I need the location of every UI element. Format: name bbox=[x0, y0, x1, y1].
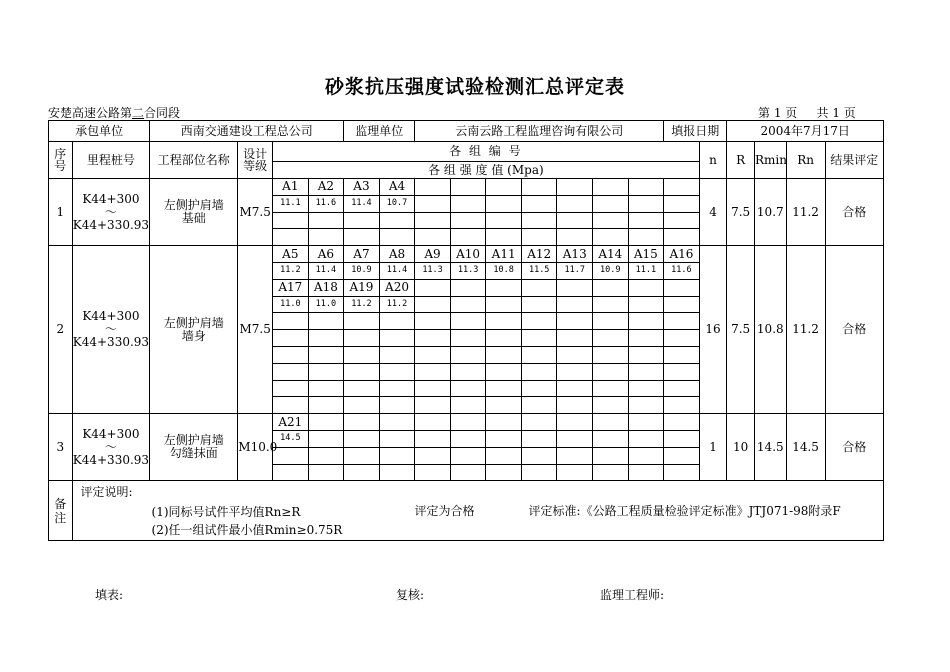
empty-cell bbox=[486, 447, 522, 464]
col-rmin-header: Rmin bbox=[754, 142, 786, 179]
col-part-header: 工程部位名称 bbox=[150, 142, 238, 179]
empty-cell bbox=[557, 229, 593, 246]
row-seq: 1 bbox=[49, 179, 73, 246]
empty-cell bbox=[344, 212, 380, 229]
row-result: 合格 bbox=[825, 179, 883, 246]
empty-cell bbox=[664, 330, 700, 347]
station-start: K44+300 bbox=[82, 426, 140, 441]
empty-cell bbox=[486, 179, 522, 196]
empty-cell bbox=[664, 296, 700, 313]
empty-cell bbox=[486, 380, 522, 397]
empty-cell bbox=[415, 430, 451, 447]
empty-cell bbox=[450, 380, 486, 397]
row-rmin: 10.8 bbox=[754, 246, 786, 414]
empty-cell bbox=[344, 397, 380, 414]
empty-cell bbox=[415, 229, 451, 246]
empty-cell bbox=[486, 464, 522, 481]
empty-cell bbox=[415, 464, 451, 481]
empty-cell bbox=[450, 229, 486, 246]
empty-cell bbox=[521, 447, 557, 464]
empty-cell bbox=[628, 430, 664, 447]
strength-value-cell: 11.6 bbox=[308, 195, 344, 212]
empty-cell bbox=[521, 380, 557, 397]
empty-cell bbox=[521, 212, 557, 229]
station-tilde: ～ bbox=[104, 322, 117, 337]
empty-cell bbox=[628, 464, 664, 481]
strength-value-cell: 11.7 bbox=[557, 262, 593, 279]
remarks-rule-2: (2)任一组试件最小值Rmin≥0.75R bbox=[151, 523, 343, 538]
row-rn: 11.2 bbox=[786, 246, 825, 414]
empty-cell bbox=[557, 414, 593, 431]
empty-cell bbox=[308, 229, 344, 246]
page-info bbox=[758, 104, 860, 121]
empty-cell bbox=[593, 195, 629, 212]
row-rmin: 14.5 bbox=[754, 414, 786, 481]
empty-cell bbox=[557, 179, 593, 196]
row-part: 左侧护肩墙墙身 bbox=[150, 246, 238, 414]
group-id-cell: A12 bbox=[521, 246, 557, 263]
remarks-label: 备注 bbox=[49, 481, 73, 541]
row-seq: 3 bbox=[49, 414, 73, 481]
empty-cell bbox=[664, 279, 700, 296]
empty-cell bbox=[273, 447, 309, 464]
empty-cell bbox=[273, 380, 309, 397]
engineer-label: 监理工程师: bbox=[600, 588, 665, 602]
empty-cell bbox=[486, 330, 522, 347]
empty-cell bbox=[628, 229, 664, 246]
empty-cell bbox=[415, 330, 451, 347]
empty-cell bbox=[593, 346, 629, 363]
group-id-cell: A8 bbox=[379, 246, 415, 263]
strength-value-cell: 11.2 bbox=[344, 296, 380, 313]
strength-value-cell: 10.8 bbox=[486, 262, 522, 279]
strength-value-cell: 14.5 bbox=[273, 430, 309, 447]
row-r: 7.5 bbox=[727, 246, 755, 414]
strength-value-cell: 11.2 bbox=[273, 262, 309, 279]
group-id-cell: A10 bbox=[450, 246, 486, 263]
empty-cell bbox=[521, 313, 557, 330]
empty-cell bbox=[557, 380, 593, 397]
supervisor-label: 监理单位 bbox=[344, 121, 415, 142]
empty-cell bbox=[415, 363, 451, 380]
empty-cell bbox=[415, 447, 451, 464]
empty-cell bbox=[379, 212, 415, 229]
contractor-value: 西南交通建设工程总公司 bbox=[150, 121, 344, 142]
empty-cell bbox=[308, 430, 344, 447]
empty-cell bbox=[415, 313, 451, 330]
empty-cell bbox=[593, 179, 629, 196]
empty-cell bbox=[450, 279, 486, 296]
empty-cell bbox=[557, 296, 593, 313]
empty-cell bbox=[450, 447, 486, 464]
date-label: 填报日期 bbox=[664, 121, 727, 142]
strength-value-cell: 11.2 bbox=[379, 296, 415, 313]
strength-value-cell: 11.6 bbox=[664, 262, 700, 279]
empty-cell bbox=[593, 212, 629, 229]
strength-value-cell: 11.3 bbox=[415, 262, 451, 279]
supervisor-value: 云南云路工程监理咨询有限公司 bbox=[415, 121, 664, 142]
group-id-cell: A2 bbox=[308, 179, 344, 196]
empty-cell bbox=[308, 346, 344, 363]
group-id-cell: A3 bbox=[344, 179, 380, 196]
group-id-cell: A14 bbox=[593, 246, 629, 263]
empty-cell bbox=[486, 195, 522, 212]
empty-cell bbox=[308, 447, 344, 464]
empty-cell bbox=[308, 313, 344, 330]
empty-cell bbox=[344, 229, 380, 246]
station-tilde: ～ bbox=[104, 439, 117, 454]
empty-cell bbox=[273, 464, 309, 481]
empty-cell bbox=[486, 313, 522, 330]
empty-cell bbox=[486, 212, 522, 229]
empty-cell bbox=[557, 330, 593, 347]
empty-cell bbox=[486, 229, 522, 246]
empty-cell bbox=[664, 346, 700, 363]
empty-cell bbox=[664, 447, 700, 464]
row-station bbox=[72, 414, 150, 481]
empty-cell bbox=[379, 346, 415, 363]
empty-cell bbox=[664, 212, 700, 229]
empty-cell bbox=[486, 279, 522, 296]
group-id-cell: A20 bbox=[379, 279, 415, 296]
empty-cell bbox=[557, 397, 593, 414]
empty-cell bbox=[593, 397, 629, 414]
empty-cell bbox=[450, 179, 486, 196]
empty-cell bbox=[664, 313, 700, 330]
empty-cell bbox=[521, 229, 557, 246]
empty-cell bbox=[664, 179, 700, 196]
station-start: K44+300 bbox=[82, 309, 140, 324]
group-id-cell: A21 bbox=[273, 414, 309, 431]
empty-cell bbox=[628, 397, 664, 414]
empty-cell bbox=[450, 414, 486, 431]
row-station bbox=[72, 246, 150, 414]
empty-cell bbox=[344, 464, 380, 481]
page-title: 砂浆抗压强度试验检测汇总评定表 bbox=[324, 76, 625, 98]
group-id-cell: A5 bbox=[273, 246, 309, 263]
row-n: 1 bbox=[699, 414, 727, 481]
empty-cell bbox=[486, 414, 522, 431]
empty-cell bbox=[450, 296, 486, 313]
empty-cell bbox=[628, 179, 664, 196]
empty-cell bbox=[273, 330, 309, 347]
strength-header: 各 组 强 度 值 (Mpa) bbox=[273, 162, 700, 179]
row-station bbox=[72, 179, 150, 246]
strength-value-cell: 11.4 bbox=[344, 195, 380, 212]
empty-cell bbox=[557, 346, 593, 363]
empty-cell bbox=[664, 380, 700, 397]
remarks-standard: 评定标准:《公路工程质量检验评定标准》JTJ071-98附录F bbox=[528, 504, 841, 519]
row-n: 4 bbox=[699, 179, 727, 246]
empty-cell bbox=[273, 363, 309, 380]
remarks-conclusion: 评定为合格 bbox=[414, 504, 475, 519]
empty-cell bbox=[273, 313, 309, 330]
empty-cell bbox=[273, 397, 309, 414]
empty-cell bbox=[415, 380, 451, 397]
col-n-header: n bbox=[699, 142, 727, 179]
row-grade: M10.0 bbox=[238, 414, 273, 481]
col-r-header: R bbox=[727, 142, 755, 179]
empty-cell bbox=[664, 363, 700, 380]
project-line bbox=[48, 104, 180, 121]
strength-value-cell: 11.0 bbox=[308, 296, 344, 313]
empty-cell bbox=[593, 464, 629, 481]
filled-by-label: 填表: bbox=[95, 588, 124, 602]
empty-cell bbox=[664, 195, 700, 212]
group-id-cell: A1 bbox=[273, 179, 309, 196]
empty-cell bbox=[379, 229, 415, 246]
empty-cell bbox=[415, 397, 451, 414]
empty-cell bbox=[628, 330, 664, 347]
empty-cell bbox=[344, 430, 380, 447]
empty-cell bbox=[344, 330, 380, 347]
empty-cell bbox=[593, 296, 629, 313]
empty-cell bbox=[593, 430, 629, 447]
col-seq-header: 序号 bbox=[49, 142, 73, 179]
empty-cell bbox=[593, 313, 629, 330]
row-grade: M7.5 bbox=[238, 246, 273, 414]
row-rmin: 10.7 bbox=[754, 179, 786, 246]
empty-cell bbox=[486, 397, 522, 414]
empty-cell bbox=[308, 464, 344, 481]
group-id-cell: A9 bbox=[415, 246, 451, 263]
empty-cell bbox=[379, 397, 415, 414]
empty-cell bbox=[521, 464, 557, 481]
empty-cell bbox=[308, 212, 344, 229]
empty-cell bbox=[450, 212, 486, 229]
empty-cell bbox=[344, 414, 380, 431]
row-part: 左侧护肩墙勾缝抹面 bbox=[150, 414, 238, 481]
empty-cell bbox=[521, 330, 557, 347]
empty-cell bbox=[344, 313, 380, 330]
group-id-cell: A19 bbox=[344, 279, 380, 296]
empty-cell bbox=[521, 363, 557, 380]
empty-cell bbox=[628, 313, 664, 330]
remarks-heading: 评定说明: bbox=[80, 485, 133, 500]
empty-cell bbox=[664, 229, 700, 246]
empty-cell bbox=[450, 464, 486, 481]
row-r: 7.5 bbox=[727, 179, 755, 246]
empty-cell bbox=[450, 397, 486, 414]
empty-cell bbox=[593, 279, 629, 296]
col-result-header: 结果评定 bbox=[825, 142, 883, 179]
empty-cell bbox=[593, 229, 629, 246]
empty-cell bbox=[557, 447, 593, 464]
empty-cell bbox=[521, 296, 557, 313]
empty-cell bbox=[521, 430, 557, 447]
group-id-cell: A11 bbox=[486, 246, 522, 263]
empty-cell bbox=[344, 346, 380, 363]
empty-cell bbox=[557, 313, 593, 330]
empty-cell bbox=[628, 296, 664, 313]
group-id-cell: A18 bbox=[308, 279, 344, 296]
strength-value-cell: 11.1 bbox=[273, 195, 309, 212]
empty-cell bbox=[308, 397, 344, 414]
empty-cell bbox=[450, 195, 486, 212]
empty-cell bbox=[415, 346, 451, 363]
empty-cell bbox=[557, 279, 593, 296]
strength-value-cell: 10.9 bbox=[344, 262, 380, 279]
empty-cell bbox=[308, 330, 344, 347]
group-id-cell: A6 bbox=[308, 246, 344, 263]
empty-cell bbox=[308, 380, 344, 397]
empty-cell bbox=[415, 179, 451, 196]
empty-cell bbox=[379, 414, 415, 431]
group-id-cell: A7 bbox=[344, 246, 380, 263]
empty-cell bbox=[664, 397, 700, 414]
empty-cell bbox=[344, 363, 380, 380]
strength-value-cell: 11.0 bbox=[273, 296, 309, 313]
empty-cell bbox=[415, 212, 451, 229]
empty-cell bbox=[628, 414, 664, 431]
empty-cell bbox=[450, 430, 486, 447]
project-suffix: 合同段 bbox=[144, 106, 181, 120]
empty-cell bbox=[379, 430, 415, 447]
empty-cell bbox=[415, 414, 451, 431]
group-id-cell: A15 bbox=[628, 246, 664, 263]
remarks-rule-1: (1)同标号试件平均值Rn≥R bbox=[151, 505, 301, 520]
empty-cell bbox=[593, 414, 629, 431]
empty-cell bbox=[593, 330, 629, 347]
date-value: 2004年7月17日 bbox=[727, 121, 884, 142]
row-n: 16 bbox=[699, 246, 727, 414]
empty-cell bbox=[628, 195, 664, 212]
strength-value-cell: 11.4 bbox=[308, 262, 344, 279]
empty-cell bbox=[486, 363, 522, 380]
project-prefix: 安楚高速公路第 bbox=[48, 106, 133, 120]
empty-cell bbox=[450, 363, 486, 380]
group-number-header: 各 组 编 号 bbox=[273, 142, 700, 162]
row-rn: 14.5 bbox=[786, 414, 825, 481]
empty-cell bbox=[521, 179, 557, 196]
strength-value-cell: 10.9 bbox=[593, 262, 629, 279]
empty-cell bbox=[557, 363, 593, 380]
empty-cell bbox=[521, 414, 557, 431]
empty-cell bbox=[521, 195, 557, 212]
empty-cell bbox=[628, 380, 664, 397]
empty-cell bbox=[415, 195, 451, 212]
row-grade: M7.5 bbox=[238, 179, 273, 246]
group-id-cell: A13 bbox=[557, 246, 593, 263]
page-total: 共 1 页 bbox=[816, 106, 856, 120]
page-current: 第 1 页 bbox=[758, 106, 798, 120]
empty-cell bbox=[628, 212, 664, 229]
empty-cell bbox=[628, 447, 664, 464]
empty-cell bbox=[379, 380, 415, 397]
summary-table bbox=[48, 120, 884, 541]
empty-cell bbox=[415, 279, 451, 296]
empty-cell bbox=[664, 430, 700, 447]
row-r: 10 bbox=[727, 414, 755, 481]
empty-cell bbox=[521, 279, 557, 296]
contractor-label: 承包单位 bbox=[49, 121, 150, 142]
empty-cell bbox=[379, 313, 415, 330]
empty-cell bbox=[486, 346, 522, 363]
station-end: K44+330.93 bbox=[72, 217, 150, 232]
row-rn: 11.2 bbox=[786, 179, 825, 246]
empty-cell bbox=[450, 346, 486, 363]
col-station-header: 里程桩号 bbox=[72, 142, 150, 179]
empty-cell bbox=[664, 414, 700, 431]
empty-cell bbox=[628, 346, 664, 363]
empty-cell bbox=[450, 330, 486, 347]
group-id-cell: A4 bbox=[379, 179, 415, 196]
empty-cell bbox=[521, 397, 557, 414]
strength-value-cell: 11.1 bbox=[628, 262, 664, 279]
remarks-content bbox=[72, 481, 883, 541]
col-grade-header: 设计等级 bbox=[238, 142, 273, 179]
empty-cell bbox=[521, 346, 557, 363]
empty-cell bbox=[450, 313, 486, 330]
empty-cell bbox=[344, 447, 380, 464]
empty-cell bbox=[557, 464, 593, 481]
empty-cell bbox=[557, 212, 593, 229]
strength-value-cell: 10.7 bbox=[379, 195, 415, 212]
empty-cell bbox=[344, 380, 380, 397]
row-seq: 2 bbox=[49, 246, 73, 414]
col-rn-header: Rn bbox=[786, 142, 825, 179]
empty-cell bbox=[593, 380, 629, 397]
strength-value-cell: 11.5 bbox=[521, 262, 557, 279]
station-start: K44+300 bbox=[82, 191, 140, 206]
empty-cell bbox=[593, 447, 629, 464]
empty-cell bbox=[379, 464, 415, 481]
empty-cell bbox=[557, 430, 593, 447]
empty-cell bbox=[273, 346, 309, 363]
strength-value-cell: 11.4 bbox=[379, 262, 415, 279]
strength-value-cell: 11.3 bbox=[450, 262, 486, 279]
empty-cell bbox=[273, 229, 309, 246]
station-tilde: ～ bbox=[104, 204, 117, 219]
empty-cell bbox=[273, 212, 309, 229]
group-id-cell: A17 bbox=[273, 279, 309, 296]
empty-cell bbox=[486, 430, 522, 447]
empty-cell bbox=[415, 296, 451, 313]
empty-cell bbox=[557, 195, 593, 212]
station-end: K44+330.93 bbox=[72, 452, 150, 467]
project-section: 二 bbox=[132, 106, 145, 120]
empty-cell bbox=[628, 279, 664, 296]
empty-cell bbox=[379, 330, 415, 347]
empty-cell bbox=[308, 414, 344, 431]
row-result: 合格 bbox=[825, 414, 883, 481]
empty-cell bbox=[308, 363, 344, 380]
reviewed-by-label: 复核: bbox=[396, 588, 425, 602]
empty-cell bbox=[664, 464, 700, 481]
group-id-cell: A16 bbox=[664, 246, 700, 263]
empty-cell bbox=[628, 363, 664, 380]
row-result: 合格 bbox=[825, 246, 883, 414]
empty-cell bbox=[379, 447, 415, 464]
row-part: 左侧护肩墙基础 bbox=[150, 179, 238, 246]
empty-cell bbox=[486, 296, 522, 313]
empty-cell bbox=[593, 363, 629, 380]
station-end: K44+330.93 bbox=[72, 335, 150, 350]
empty-cell bbox=[379, 363, 415, 380]
